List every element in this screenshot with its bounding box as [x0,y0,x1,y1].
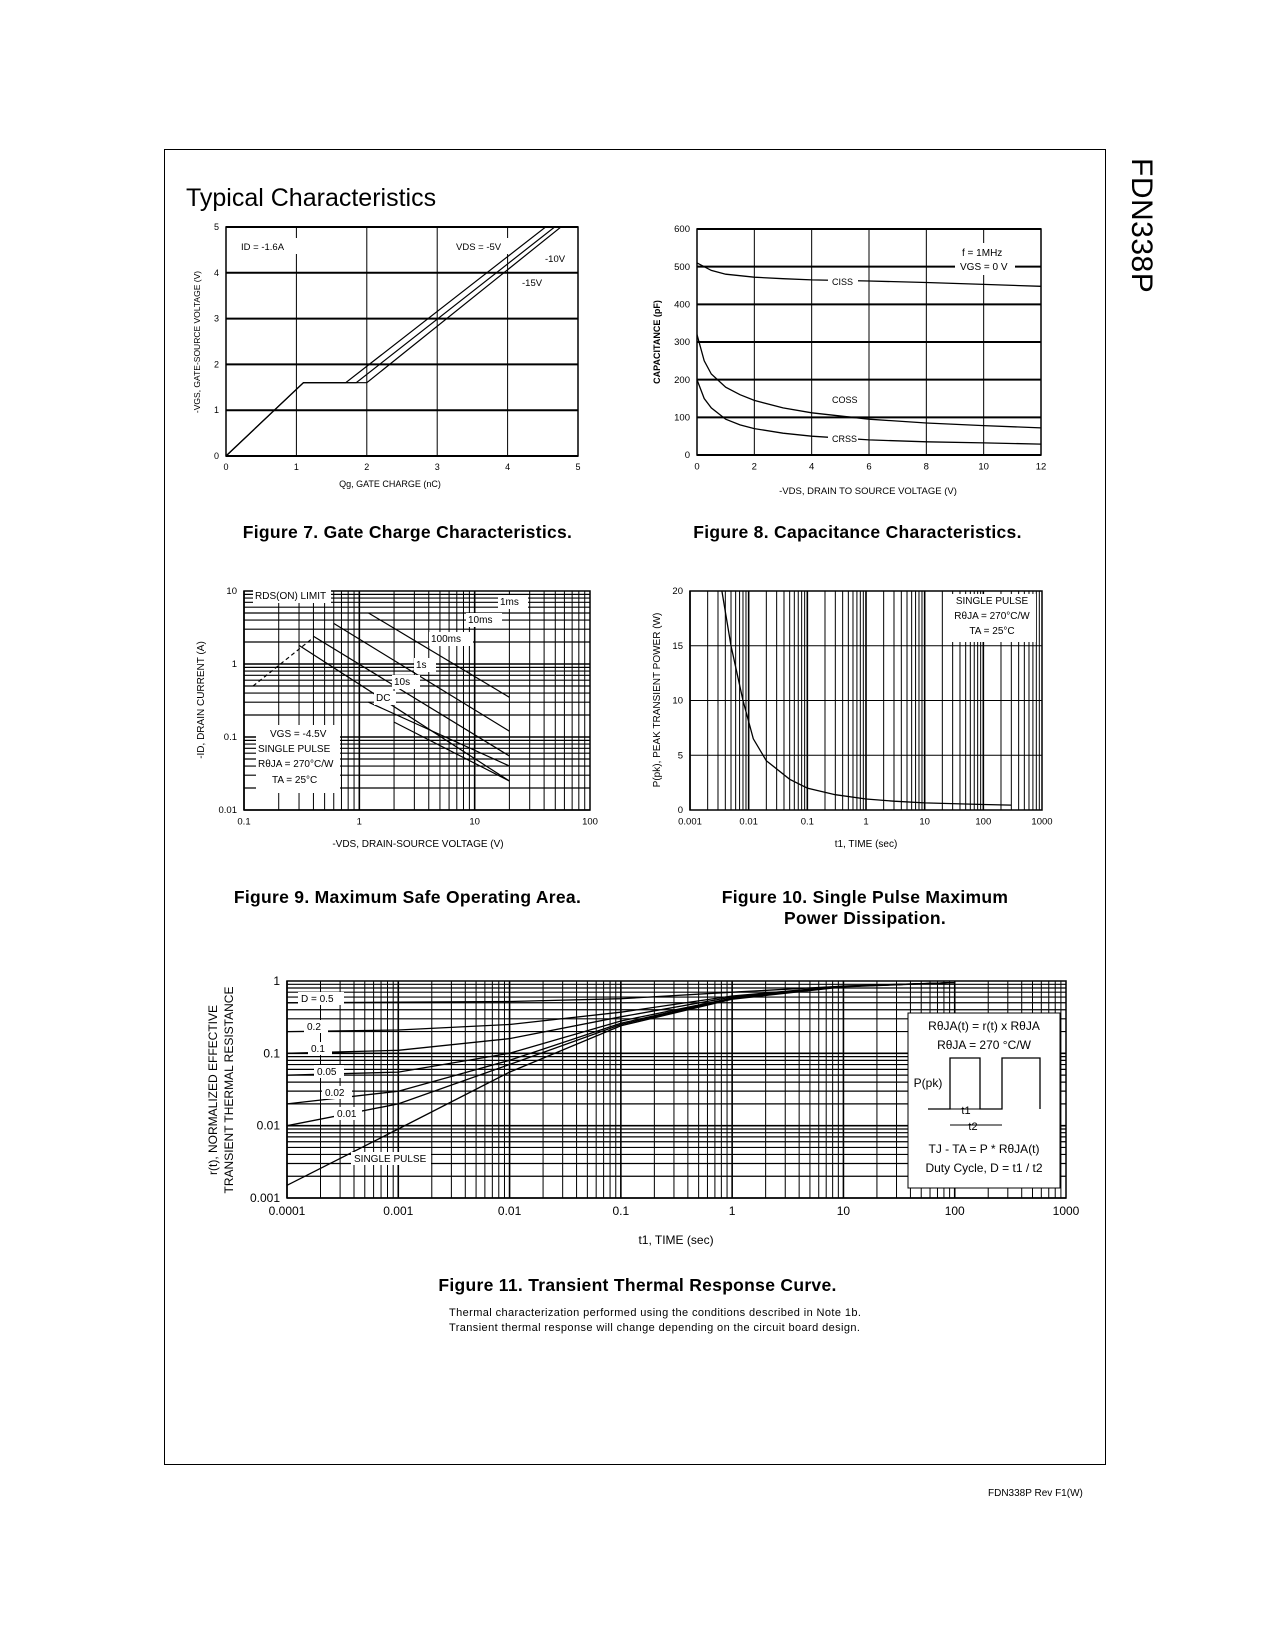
fig7-y-axis-label: -VGS, GATE-SOURCE VOLTAGE (V) [192,270,202,414]
fig10-ytick-label: 0 [677,805,683,817]
fig7-ytick-label: 0 [213,451,219,461]
fig11-annotation: 0.01 [337,1109,357,1120]
fig10-ytick-label: 20 [672,586,683,598]
fig9-x-axis-label: -VDS, DRAIN-SOURCE VOLTAGE (V) [332,839,504,850]
fig11-xtick-label: 0.01 [497,1204,522,1218]
fig9-series-rds-on-limit [253,638,313,686]
fig9-annotation: 10ms [468,615,493,626]
fig9-annotation: 100ms [431,634,462,645]
fig11-inset-t2: t2 [968,1121,978,1133]
fig10-xtick-label: 10 [919,816,930,828]
fig11-xtick-label: 100 [944,1204,965,1218]
fig9-series-10s [369,702,510,766]
fig8-y-axis-label: CAPACITANCE (pF) [652,300,662,384]
fig9-series-100ms [313,636,509,756]
fig7-ytick-label: 3 [213,313,219,324]
fig11-annotation: 0.1 [311,1044,325,1055]
figure-7-caption: Figure 7. Gate Charge Characteristics. [242,522,573,542]
fig11-xtick-label: 0.0001 [268,1204,306,1218]
fig7-ytick-label: 2 [213,359,219,370]
fig9-ytick-label: 1 [231,659,237,671]
fig7-xtick-label: 5 [575,462,581,472]
fig8-x-axis-label: -VDS, DRAIN TO SOURCE VOLTAGE (V) [779,486,957,497]
fig10-xtick-label: 1 [863,816,869,828]
fig9-xtick-label: 0.1 [237,816,251,828]
fig8-ytick-label: 500 [674,261,690,273]
fig10-ytick-label: 10 [672,695,683,707]
fig9-annotation-vgs: VGS = -4.5V [270,729,327,740]
fig8-xtick-label: 6 [866,461,872,473]
fig11-inset-tj-ta: TJ - TA = P * RθJA(t) [928,1142,1040,1156]
fig9-series-dc [394,722,509,781]
fig8-xtick-label: 4 [809,461,815,473]
fig9-annotation: 1s [416,660,427,671]
fig11-inset-rthja: RθJA = 270 °C/W [937,1038,1031,1052]
fig11-annotation: SINGLE PULSE [354,1154,427,1165]
fig10-xtick-label: 1000 [1031,816,1053,828]
fig8-ytick-label: 0 [684,450,690,462]
fig10-y-axis-label: P(pk), PEAK TRANSIENT POWER (W) [652,612,663,788]
fig11-inset-duty-cycle: Duty Cycle, D = t1 / t2 [925,1161,1043,1175]
fig11-annotation: 0.2 [307,1022,321,1033]
figure-10-caption-line-2: Power Dissipation. [784,908,946,928]
fig11-y-axis-label-1: r(t), NORMALIZED EFFECTIVE [206,1004,220,1176]
fig8-annotation-freq: f = 1MHz [962,248,1003,259]
fig10-ytick-label: 5 [677,750,683,762]
fig11-chart [206,974,1080,1247]
fig8-annotation-coss: COSS [832,395,858,405]
fig7-annotation-10v: -10V [545,254,566,265]
figure-10-caption-line-1: Figure 10. Single Pulse Maximum [721,887,1009,907]
fig7-xtick-label: 0 [223,462,229,472]
fig9-ytick-label: 10 [226,586,237,598]
fig7-ytick-label: 5 [213,222,219,232]
fig7-grid [226,227,578,456]
fig9-annotation: RDS(ON) LIMIT [255,591,327,602]
fig8-xtick-label: 12 [1035,461,1047,473]
fig11-annotation: 0.02 [325,1088,345,1099]
figure-11-caption: Figure 11. Transient Thermal Response Curve. [438,1275,837,1295]
fig10-chart [652,586,1053,850]
fig7-xtick-label: 3 [434,462,440,472]
fig11-inset [908,1013,1060,1188]
fig7-annotation-15v: -15V [522,278,543,289]
fig11-inset-ppk: P(pk) [913,1076,943,1090]
fig8-chart [652,224,1046,497]
fig7-frame [226,227,578,456]
fig10-annotation-rthja: RθJA = 270°C/W [954,611,1030,622]
fig7-ytick-label: 1 [213,405,219,416]
fig11-ytick-label: 1 [273,974,280,988]
fig7-annotation-id: ID = -1.6A [241,242,285,253]
fig7-chart [192,202,581,489]
section-title: Typical Characteristics [186,184,437,212]
fig9-annotation-ta: TA = 25°C [272,775,318,786]
fig11-xtick-label: 1000 [1052,1204,1080,1218]
fig7-xtick-label: 2 [364,462,370,472]
fig9-annotation: DC [376,693,391,704]
fig9-annotation-single-pulse: SINGLE PULSE [258,744,331,755]
fig11-annotation: 0.05 [317,1067,337,1078]
thermal-note-1: Thermal characterization performed using the conditions described in Note 1b. [449,1307,862,1319]
fig7-ytick-label: 4 [213,267,219,278]
fig10-xtick-label: 0.1 [800,816,814,828]
fig11-xtick-label: 1 [728,1204,736,1218]
fig8-xtick-label: 0 [694,461,700,473]
fig11-ytick-label: 0.01 [256,1118,280,1133]
fig11-inset-rthja-t: RθJA(t) = r(t) x RθJA [928,1019,1040,1033]
fig11-xtick-label: 0.001 [383,1204,414,1218]
fig7-annotation-vds: VDS = -5V [456,242,502,253]
fig11-ytick-label: 0.1 [263,1046,280,1061]
fig8-xtick-label: 8 [923,461,929,473]
fig9-annotation-rthja: RθJA = 270°C/W [258,759,334,770]
fig11-y-axis-label-2: TRANSIENT THERMAL RESISTANCE [222,986,236,1194]
fig8-ytick-label: 600 [674,224,690,236]
fig8-annotation-ciss: CISS [832,277,854,287]
figure-10-caption [690,887,1040,929]
fig8-xtick-label: 2 [751,461,757,473]
fig9-annotation: 1ms [500,597,519,608]
figure-9-caption: Figure 9. Maximum Safe Operating Area. [233,887,582,907]
thermal-note-2: Transient thermal response will change depending on the circuit board design. [449,1322,861,1334]
fig8-ytick-label: 400 [674,299,690,311]
fig11-inset-t1: t1 [961,1105,971,1117]
fig9-y-axis-label: -ID, DRAIN CURRENT (A) [196,641,207,759]
fig7-xtick-label: 1 [293,462,299,472]
fig10-xtick-label: 0.01 [739,816,758,828]
fig8-ytick-label: 100 [674,412,690,424]
fig7-xtick-label: 4 [505,462,511,472]
part-number: FDN338P [1125,158,1158,294]
fig7-x-axis-label: Qg, GATE CHARGE (nC) [339,479,441,489]
fig9-xtick-label: 1 [356,816,362,828]
fig10-annotation-ta: TA = 25°C [969,626,1015,637]
fig11-x-axis-label: t1, TIME (sec) [638,1233,714,1247]
fig11-ytick-label: 0.001 [249,1191,280,1205]
fig10-xtick-label: 0.001 [678,816,702,828]
fig9-ytick-label: 0.01 [218,805,237,817]
fig9-ytick-label: 0.1 [223,732,237,744]
fig10-ytick-label: 15 [672,640,683,652]
fig9-xtick-label: 10 [469,816,480,828]
fig8-ytick-label: 300 [674,337,690,349]
fig10-xtick-label: 100 [975,816,992,828]
fig11-annotation: D = 0.5 [301,994,334,1005]
fig9-annotation: 10s [394,677,411,688]
fig8-xtick-label: 10 [978,461,989,473]
fig8-ytick-label: 200 [674,374,690,386]
fig8-annotation-vgs: VGS = 0 V [960,262,1008,273]
figure-8-caption: Figure 8. Capacitance Characteristics. [693,522,1022,542]
fig10-x-axis-label: t1, TIME (sec) [834,839,898,850]
footer-revision: FDN338P Rev F1(W) [988,1488,1083,1499]
fig8-annotation-crss: CRSS [832,434,858,444]
fig9-xtick-label: 100 [582,816,598,828]
fig9-chart [196,586,598,850]
fig11-xtick-label: 10 [836,1204,851,1218]
fig10-annotation-single-pulse: SINGLE PULSE [955,596,1029,607]
fig11-xtick-label: 0.1 [612,1204,630,1218]
